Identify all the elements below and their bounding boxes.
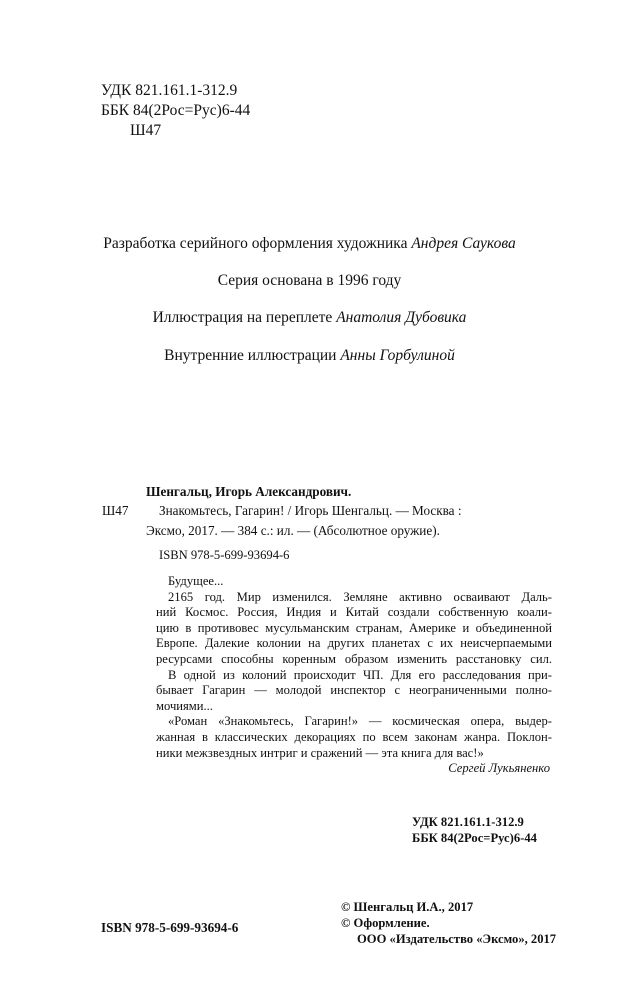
annotation-line: жанная в классических декорациях по всем законам жанра. Поклон- [156,729,552,744]
annotation-line: Европе. Далекие колонии на других планетах с их неисчерпаемыми [156,636,552,651]
series-design-credit [0,235,619,253]
inner-illustrations-prefix: Внутренние иллюстрации [164,347,337,364]
catalog-title-line2: Эксмо, 2017. — 384 с.: ил. — (Абсолютное оружие). [146,523,440,538]
annotation-line: цию в противовес мусульманским странам, Америке и объединенной [156,620,552,635]
series-design-prefix: Разработка серийного оформления художника [103,235,408,252]
cover-illustration-credit [0,309,619,327]
author-mark: Ш47 [130,122,162,139]
annotation-line: Будущее... [168,574,224,588]
bbk-code: ББК 84(2Рос=Рус)6-44 [101,102,251,119]
copyright-design: © Оформление. [341,916,430,930]
annotation-line: «Роман «Знакомьтесь, Гагарин!» — космическая опера, выдер- [168,714,552,729]
annotation-line: В одной из колоний происходит ЧП. Для его расследования при- [168,667,552,682]
cover-illustration-prefix: Иллюстрация на переплете [152,309,333,326]
catalog-udk: УДК 821.161.1-312.9 [412,815,524,829]
catalog-title-line1: Знакомьтесь, Гагарин! / Игорь Шенгальц. — Москва : [159,503,462,518]
udk-code: УДК 821.161.1-312.9 [101,82,238,99]
catalog-bbk: ББК 84(2Рос=Рус)6-44 [412,831,537,845]
annotation-line: ний Космос. Россия, Индия и Китай создали собственную коали- [156,605,552,620]
catalog-mark: Ш47 [102,503,129,518]
annotation-signature: Сергей Лукьяненко [448,761,550,776]
inner-illustrations-credit [0,347,619,365]
footer-isbn: ISBN 978-5-699-93694-6 [101,920,239,935]
annotation [156,574,552,777]
copyright-publisher: ООО «Издательство «Эксмо», 2017 [357,932,557,946]
annotation-line: ники межзвездных интриг и сражений — эта книга для вас!» [156,745,484,760]
catalog-isbn: ISBN 978-5-699-93694-6 [159,548,290,562]
annotation-line: мочиями... [156,698,213,713]
series-designer-name: Андрея Саукова [411,235,516,252]
copyright-author: © Шенгальц И.А., 2017 [341,900,474,914]
cover-illustrator-name: Анатолия Дубовика [336,309,467,326]
inner-illustrator-name: Анны Горбулиной [340,347,455,364]
catalog-author-heading: Шенгальц, Игорь Александрович. [146,484,352,499]
annotation-line: ресурсами способны коренным образом изменить расстановку сил. [156,651,552,666]
annotation-line: 2165 год. Мир изменился. Земляне активно осваивают Даль- [168,589,552,604]
series-founded: Серия основана в 1996 году [217,272,402,289]
annotation-line: бывает Гагарин — молодой инспектор с неограниченными полно- [156,683,552,698]
